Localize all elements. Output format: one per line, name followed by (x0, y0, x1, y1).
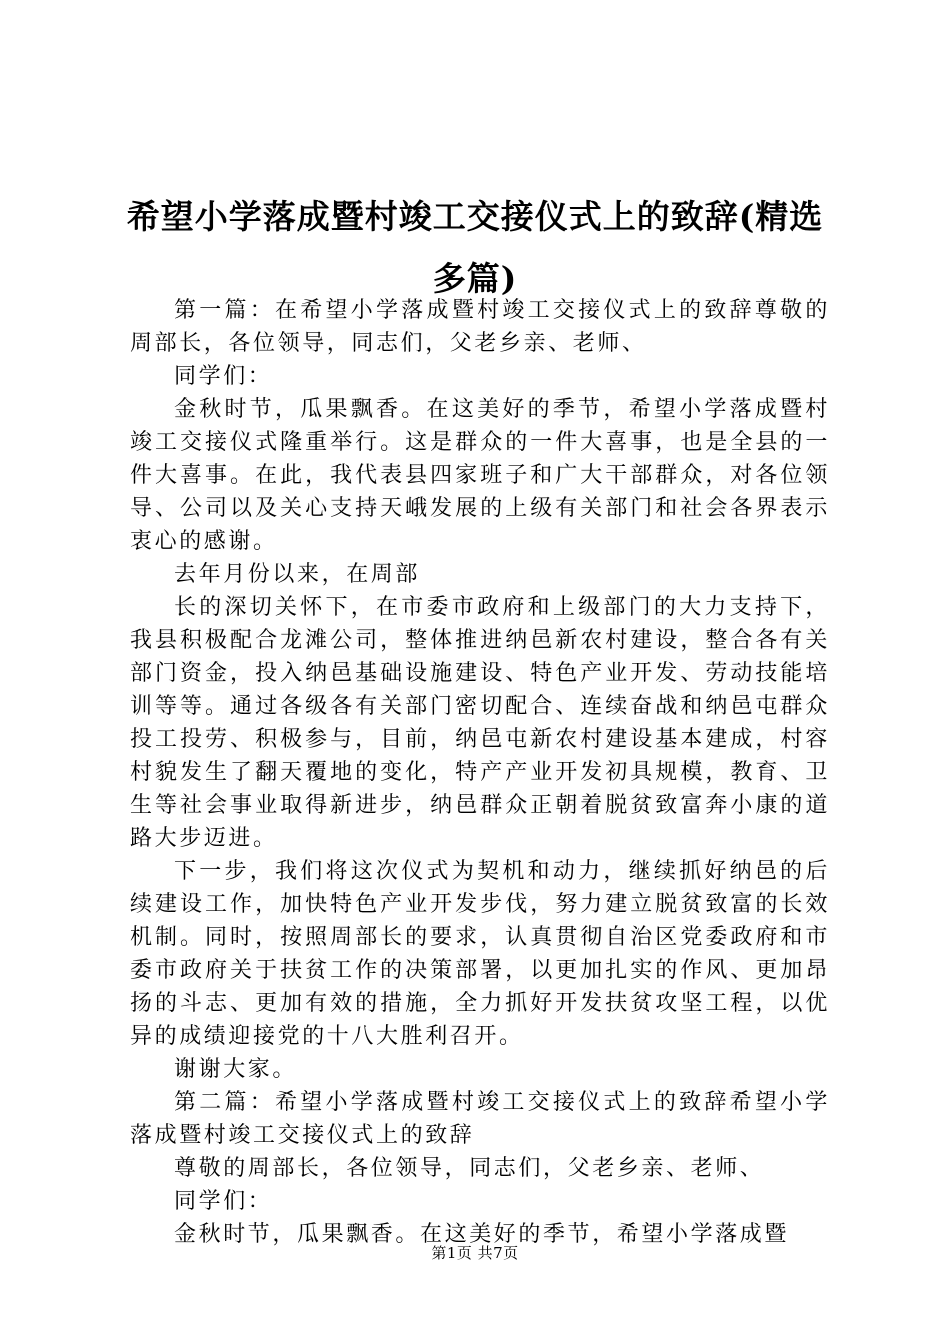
paragraph: 谢谢大家。 (174, 1057, 298, 1082)
paragraph: 长的深切关怀下，在市委市政府和上级部门的大力支持下，我县积极配合龙滩公司，整体推进纳邑新农村建设，整合各有关部门资金，投入纳邑基础设施建设、特色产业开发、劳动技能培训等等。通过各级各有关部门密切配合、连续奋战和纳邑屯群众投工投劳、积极参与，目前，纳邑屯新农村建设基本建成，村容村貌发生了翻天覆地的变化，特产产业开发初具规模，教育、卫生等社会事业取得新进步，纳邑群众正朝着脱贫致富奔小康的道路大步迈进。 (130, 595, 830, 851)
paragraph: 同学们： (174, 364, 273, 389)
paragraph: 尊敬的周部长，各位领导，同志们，父老乡亲、老师、 (174, 1156, 765, 1181)
paragraph: 去年月份以来，在周部 (174, 562, 421, 587)
paragraph: 第一篇：在希望小学落成暨村竣工交接仪式上的致辞尊敬的周部长，各位领导，同志们，父老乡亲、老师、 (130, 298, 830, 356)
paragraph: 第二篇：希望小学落成暨村竣工交接仪式上的致辞希望小学落成暨村竣工交接仪式上的致辞 (130, 1090, 830, 1148)
document-body (130, 294, 830, 1251)
page-footer: 第1页 共7页 (431, 1244, 519, 1262)
paragraph: 下一步，我们将这次仪式为契机和动力，继续抓好纳邑的后续建设工作，加快特色产业开发步伐，努力建立脱贫致富的长效机制。同时，按照周部长的要求，认真贯彻自治区党委政府和市委市政府关于扶贫工作的决策部署，以更加扎实的作风、更加昂扬的斗志、更加有效的措施，全力抓好开发扶贫攻坚工程，以优异的成绩迎接党的十八大胜利召开。 (130, 859, 830, 1049)
paragraph: 同学们： (174, 1189, 273, 1214)
paragraph: 金秋时节，瓜果飘香。在这美好的季节，希望小学落成暨 (174, 1222, 790, 1247)
paragraph: 金秋时节，瓜果飘香。在这美好的季节，希望小学落成暨村竣工交接仪式隆重举行。这是群众的一件大喜事，也是全县的一件大喜事。在此，我代表县四家班子和广大干部群众，对各位领导、公司以及关心支持天峨发展的上级有关部门和社会各界表示衷心的感谢。 (130, 397, 830, 554)
document-title: 希望小学落成暨村竣工交接仪式上的致辞(精选多篇) (126, 197, 824, 298)
